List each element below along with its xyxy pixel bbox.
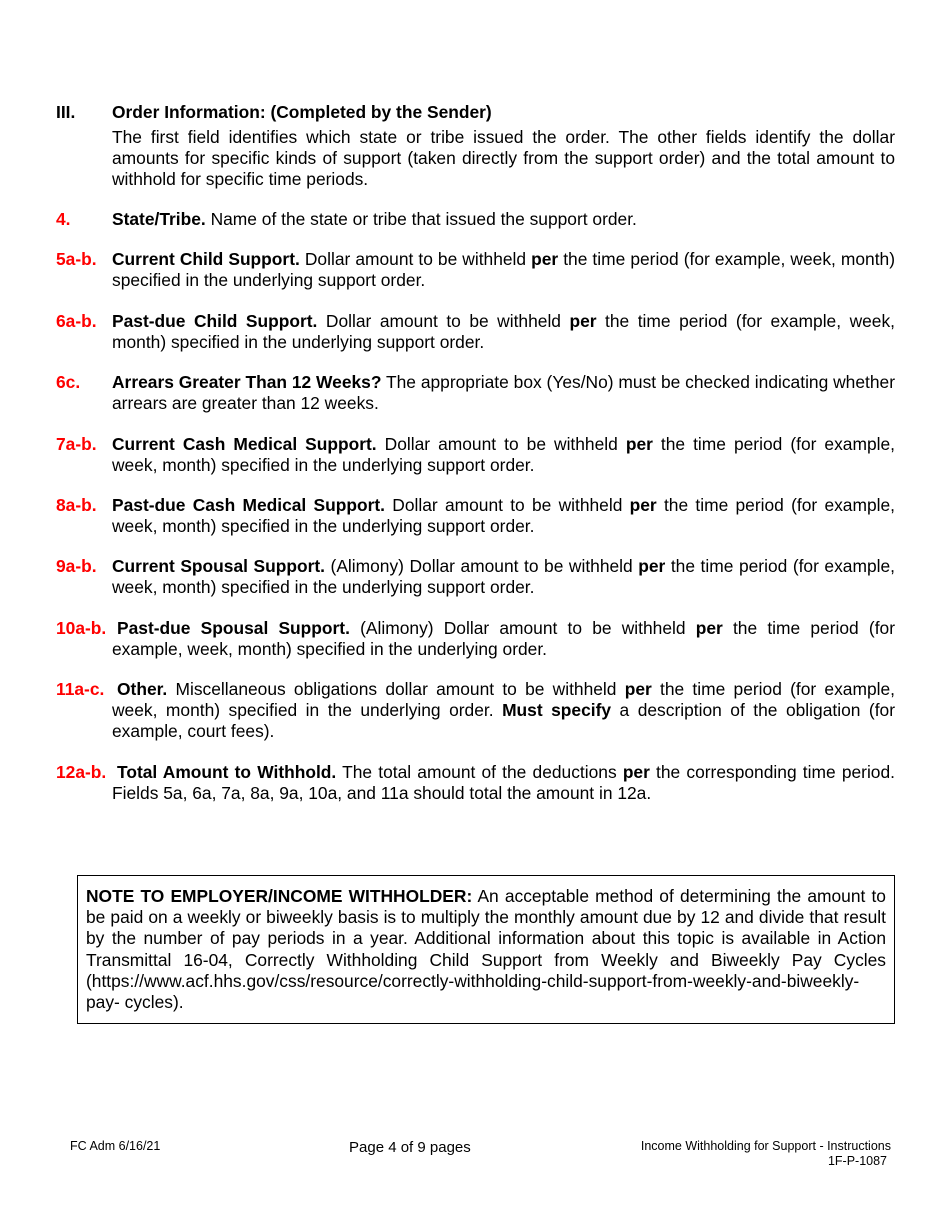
- item-title: Current Child Support.: [112, 249, 300, 269]
- item-text: (Alimony) Dollar amount to be withheld: [325, 556, 639, 576]
- item-emphasis: per: [622, 762, 650, 782]
- footer-form-title: [641, 1139, 891, 1169]
- note-body: An acceptable method of determining the amount to be paid on a weekly or biweekly basis is to multiply the monthly amount due by 12 and divide that result by the number of pay periods in a year. Additional information about this topic is available in Action Transmittal 16-04, Correctly Withholding Child Support from Weekly and Biweekly Pay Cycles (https://www.acf.hhs.gov/css/resource/correctly-withholding-child-support-from-weekly-and-biweekly-pay- cycles).: [86, 886, 886, 1013]
- item-text: the time period (for example, week, month) specified in the underlying support order.: [112, 495, 896, 537]
- item-label: 4.: [56, 209, 71, 229]
- item-10a-b: [56, 618, 895, 660]
- item-title: Arrears Greater Than 12 Weeks?: [112, 372, 382, 392]
- item-8a-b: [56, 495, 895, 537]
- item-emphasis: per: [638, 556, 666, 576]
- item-text: The total amount of the deductions: [336, 762, 623, 782]
- item-text: a description of the obligation (for example, court fees).: [112, 700, 895, 742]
- item-emphasis: per: [624, 679, 652, 699]
- item-title: Other.: [117, 679, 168, 699]
- item-text: the time period (for example, week, month) specified in the underlying order.: [112, 618, 895, 660]
- item-text: Name of the state or tribe that issued the support order.: [205, 209, 637, 229]
- item-label: 9a-b.: [56, 556, 97, 576]
- item-emphasis: Must specify: [502, 700, 612, 721]
- item-text: Dollar amount to be withheld: [376, 434, 626, 454]
- section-number: III.: [56, 102, 76, 122]
- item-label: 5a-b.: [56, 249, 97, 269]
- section-intro: The first field identifies which state or tribe issued the order. The other fields identify the dollar amounts for specific kinds of support (taken directly from the support order) and the total amount to withhold for specific time periods.: [112, 127, 895, 190]
- item-6a-b: [56, 311, 895, 353]
- note-heading: NOTE TO EMPLOYER/INCOME WITHHOLDER:: [86, 886, 473, 906]
- item-text: Miscellaneous obligations dollar amount to be withheld: [167, 679, 625, 699]
- item-text: the time period (for example, week, month) specified in the underlying support order.: [112, 249, 896, 291]
- item-title: Past-due Spousal Support.: [117, 618, 350, 638]
- item-emphasis: per: [569, 311, 597, 331]
- footer-form-date: FC Adm 6/16/21: [70, 1139, 161, 1153]
- item-text: (Alimony) Dollar amount to be withheld: [349, 618, 696, 638]
- employer-note-box: [77, 875, 895, 1024]
- item-label: 11a-c.: [56, 679, 105, 699]
- item-label: 10a-b.: [56, 618, 107, 638]
- item-12a-b: [56, 762, 895, 804]
- item-4: [56, 209, 895, 230]
- item-text: the time period (for example, week, month) specified in the underlying support order.: [112, 434, 895, 476]
- item-emphasis: per: [695, 618, 723, 638]
- item-title: Past-due Cash Medical Support.: [112, 495, 386, 515]
- footer-form-name: Income Withholding for Support - Instructions: [640, 1139, 891, 1153]
- footer-form-code: 1F-P-1087: [827, 1154, 887, 1168]
- item-label: 6a-b.: [56, 311, 97, 331]
- item-7a-b: [56, 434, 895, 476]
- item-5a-b: [56, 249, 895, 291]
- item-emphasis: per: [531, 249, 559, 269]
- item-emphasis: per: [625, 434, 653, 454]
- item-emphasis: per: [629, 495, 657, 515]
- item-text: the time period (for example, week, month) specified in the underlying support order.: [112, 556, 895, 598]
- item-11a-c: [56, 679, 895, 743]
- section-title: Order Information: (Completed by the Sender): [112, 102, 492, 122]
- item-text: the time period (for example, week, month) specified in the underlying support order.: [112, 311, 895, 353]
- item-title: Current Spousal Support.: [112, 556, 325, 576]
- item-label: 12a-b.: [56, 762, 107, 782]
- footer-page-number: Page 4 of 9 pages: [349, 1139, 471, 1156]
- item-label: 7a-b.: [56, 434, 97, 454]
- item-label: 6c.: [56, 372, 81, 392]
- item-label: 8a-b.: [56, 495, 97, 515]
- item-text: The appropriate box (Yes/No) must be checked indicating whether arrears are greater than 12 weeks.: [112, 372, 895, 414]
- item-text: Dollar amount to be withheld: [385, 495, 630, 515]
- item-text: Dollar amount to be withheld: [317, 311, 570, 331]
- item-title: Current Cash Medical Support.: [112, 434, 377, 454]
- item-text: the corresponding time period. Fields 5a, 6a, 7a, 8a, 9a, 10a, and 11a should total the amount in 12a.: [112, 762, 895, 804]
- item-title: Past-due Child Support.: [112, 311, 318, 331]
- item-title: Total Amount to Withhold.: [117, 762, 337, 782]
- item-9a-b: [56, 556, 895, 598]
- item-text: the time period (for example, week, month) specified in the underlying order.: [112, 679, 895, 721]
- item-6c: [56, 372, 895, 414]
- item-text: Dollar amount to be withheld: [299, 249, 532, 269]
- item-title: State/Tribe.: [112, 209, 206, 229]
